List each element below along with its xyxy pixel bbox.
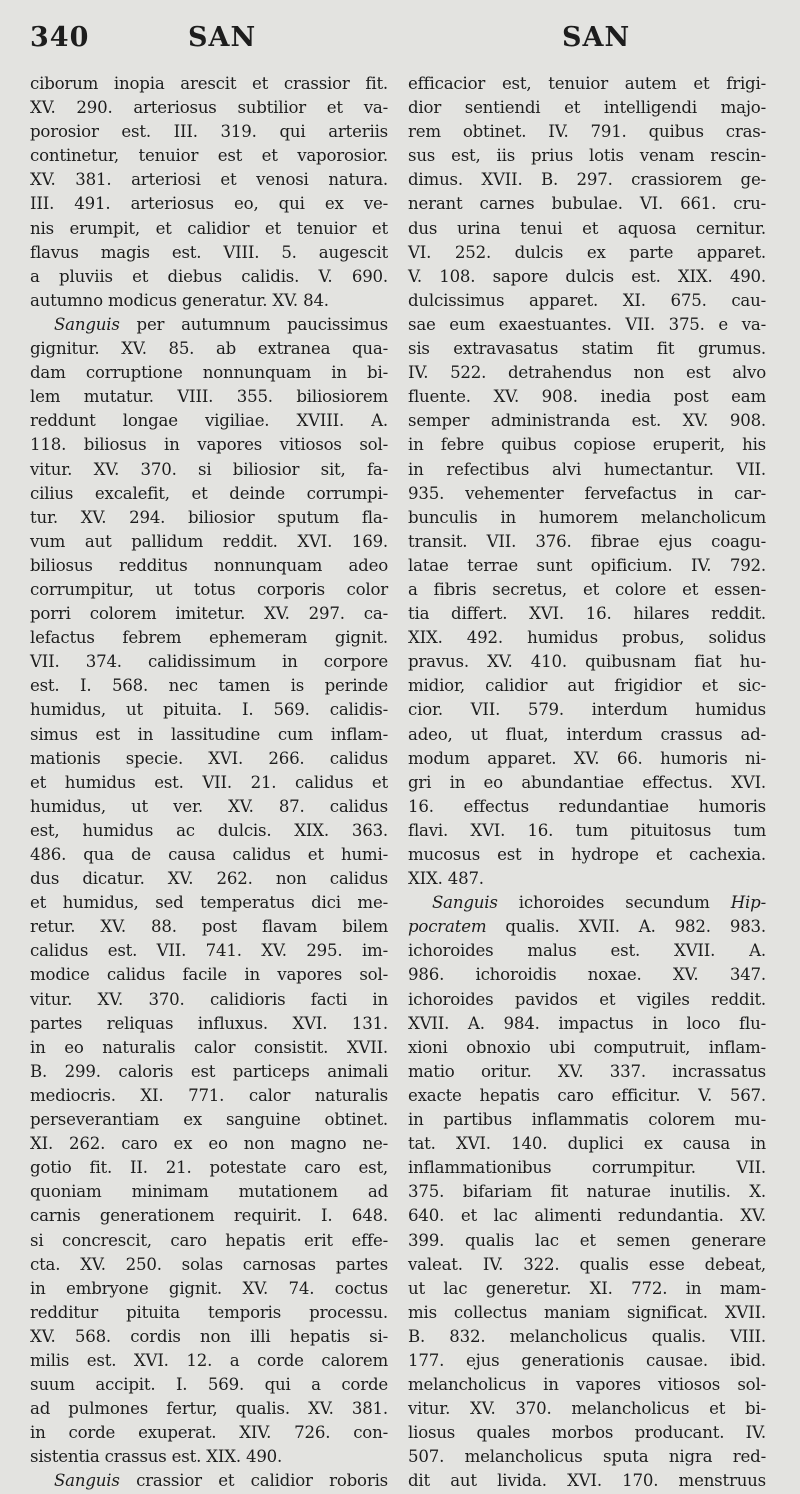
text-line: 375. bifariam fit naturae inutilis. X. [408,1182,766,1202]
italic-text: Hip- [730,893,766,913]
text-line: calidus est. VII. 741. XV. 295. im- [30,941,388,961]
text-line: vitur. XV. 370. melancholicus et bi- [408,1399,766,1419]
text-line: cior. VII. 579. interdum humidus [408,700,766,720]
text-line: redditur pituita temporis processu. [30,1302,388,1322]
text-line: autumno modicus generatur. XV. 84. [30,290,329,310]
right-running-head: SAN [562,22,631,53]
text-line: midior, calidior aut frigidior et sic- [408,676,766,696]
text-line: perseverantiam ex sanguine obtinet. [30,1110,388,1130]
left-column [30,72,388,1494]
text-line: 935. vehementer fervefactus in car- [408,483,766,503]
text-line: V. 108. sapore dulcis est. XIX. 490. [408,266,766,286]
text-line: vitur. XV. 370. calidioris facti in [30,989,388,1009]
text-line: simus est in lassitudine cum inflam- [30,724,388,744]
text-line: pravus. XV. 410. quibusnam fiat hu- [408,652,766,672]
text-line: 486. qua de causa calidus et humi- [30,845,388,864]
text-line: XV. 381. arteriosi et venosi natura. [30,170,388,190]
text-line: corrumpitur, ut totus corporis color [30,579,388,599]
text-line: B. 832. melancholicus qualis. VIII. [408,1326,766,1346]
text-line: nis erumpit, et calidior et tenuior et [30,218,388,238]
text-line: et humidus est. VII. 21. calidus et [30,772,388,792]
text-line: partes reliquas influxus. XVI. 131. [30,1013,388,1033]
text-line: liosus quales morbos producant. IV. [408,1423,766,1443]
text-line: retur. XV. 88. post flavam bilem [30,917,388,937]
text-line: exacte hepatis caro efficitur. V. 567. [408,1085,766,1105]
text-line: in eo naturalis calor consistit. XVII. [30,1037,388,1057]
text-line: 507. melancholicus sputa nigra red- [408,1447,766,1467]
text-line: cta. XV. 250. solas carnosas partes [30,1254,388,1274]
text-line: tia differt. XVI. 16. hilares reddit. [408,604,766,624]
text-line: IV. 522. detrahendus non est alvo [408,363,766,383]
text-line: sae eum exaestuantes. VII. 375. e va- [408,314,766,334]
text-line: sis extravasatus statim fit grumus. [408,339,766,359]
text-line: gri in eo abundantiae effectus. XVI. [408,772,766,792]
text-line: semper administranda est. XV. 908. [408,411,766,431]
entry-text: ichoroides secundum [518,893,731,913]
text-line: XIX. 487. [408,869,484,889]
text-line: gignitur. XV. 85. ab extranea qua- [30,339,388,359]
text-line: a fibris secretus, et colore et essen- [408,579,766,599]
text-line: gotio fit. II. 21. potestate caro est, [30,1158,388,1178]
text-line: lem mutatur. VIII. 355. biliosiorem [30,387,388,407]
text-line: in embryone gignit. XV. 74. coctus [30,1278,388,1298]
text-line: latae terrae sunt opificium. IV. 792. [408,555,766,575]
text-line: in partibus inflammatis colorem mu- [408,1110,766,1130]
text-line: mationis specie. XVI. 266. calidus [30,748,388,768]
text-line: 399. qualis lac et semen generare [408,1230,766,1250]
page-number: 340 [30,22,90,53]
text-line: in corde exuperat. XIV. 726. con- [30,1423,388,1443]
entry-text: qualis. XVII. A. 982. 983. [486,917,766,937]
text-line: dit aut livida. XVI. 170. menstruus [408,1471,766,1491]
text-line: ichoroides pavidos et vigiles reddit. [408,989,766,1009]
text-line: nerant carnes bubulae. VI. 661. cru- [408,194,766,214]
text-line: est. I. 568. nec tamen is perinde [30,676,388,696]
text-line: ut lac generetur. XI. 772. in mam- [408,1278,766,1298]
text-line: porri colorem imitetur. XV. 297. ca- [30,604,388,624]
text-line: dam corruptione nonnunquam in bi- [30,363,388,383]
text-line: valeat. IV. 322. qualis esse debeat, [408,1254,766,1274]
text-line: in febre quibus copiose eruperit, his [408,435,766,455]
text-line: mucosus est in hydrope et cachexia. [408,845,766,864]
text-line: XV. 290. arteriosus subtilior et va- [30,98,388,118]
text-line: lefactus febrem ephemeram gignit. [30,628,388,648]
text-line: XIX. 492. humidus probus, solidus [408,628,766,648]
entry-text: per autumnum paucissimus [136,314,388,334]
text-line: est, humidus ac dulcis. XIX. 363. [30,820,388,840]
text-line: dior sentiendi et intelligendi majo- [408,98,766,118]
text-line: vum aut pallidum reddit. XVI. 169. [30,531,388,551]
text-line: adeo, ut fluat, interdum crassus ad- [408,724,766,744]
text-line: VII. 374. calidissimum in corpore [30,652,388,672]
text-line: ichoroides malus est. XVII. A. [408,941,766,961]
text-line: humidus, ut ver. XV. 87. calidus [30,796,388,816]
text-line: 177. ejus generationis causae. ibid. [408,1350,766,1370]
text-line: dulcissimus apparet. XI. 675. cau- [408,290,766,310]
text-line: si concrescit, caro hepatis erit effe- [30,1230,388,1250]
text-line: sus est, iis prius lotis venam rescin- [408,146,766,166]
text-line: dimus. XVII. B. 297. crassiorem ge- [408,170,766,190]
text-line: melancholicus in vapores vitiosos sol- [408,1375,766,1395]
text-line: flavus magis est. VIII. 5. augescit [30,242,388,262]
text-line: 118. biliosus in vapores vitiosos sol- [30,435,388,455]
text-line: sistentia crassus est. XIX. 490. [30,1447,283,1467]
text-line: quoniam minimam mutationem ad [30,1182,388,1202]
text-line: 16. effectus redundantiae humoris [408,796,766,816]
text-line: milis est. XVI. 12. a corde calorem [30,1350,388,1370]
entry-headword: Sanguis [54,314,120,334]
text-line: flavi. XVI. 16. tum pituitosus tum [408,820,766,840]
text-line: mediocris. XI. 771. calor naturalis [30,1085,388,1105]
text-line: in refectibus alvi humectantur. VII. [408,459,766,479]
text-line: vitur. XV. 370. si biliosior sit, fa- [30,459,388,479]
text-line: continetur, tenuior est et vaporosior. [30,146,388,166]
right-column [408,72,766,1494]
text-line: xioni obnoxio ubi computruit, inflam- [408,1037,766,1057]
text-line: cilius excalefit, et deinde corrumpi- [30,483,388,503]
text-line: modice calidus facile in vapores sol- [30,965,388,985]
text-line: porosior est. III. 319. qui arteriis [30,122,388,142]
left-running-head: SAN [188,22,257,53]
text-line: ad pulmones fertur, qualis. XV. 381. [30,1399,388,1419]
text-line: tur. XV. 294. biliosior sputum fla- [30,507,388,527]
text-line: reddunt longae vigiliae. XVIII. A. [30,411,388,431]
text-line: biliosus redditus nonnunquam adeo [30,555,388,575]
text-line: XI. 262. caro ex eo non magno ne- [30,1134,388,1154]
text-line: et humidus, sed temperatus dici me- [30,893,388,913]
text-line: mis collectus maniam significat. XVII. [408,1302,766,1322]
text-line: dus dicatur. XV. 262. non calidus [30,869,388,889]
text-line: XVII. A. 984. impactus in loco flu- [408,1013,766,1033]
text-line: fluente. XV. 908. inedia post eam [408,387,766,407]
text-line: suum accipit. I. 569. qui a corde [30,1375,388,1395]
text-line: 986. ichoroidis noxae. XV. 347. [408,965,766,985]
text-line: inflammationibus corrumpitur. VII. [408,1158,766,1178]
text-line [30,1469,388,1493]
text-line [30,313,388,337]
text-line: B. 299. caloris est particeps animali [30,1061,388,1081]
italic-text: pocratem [408,917,487,937]
text-line: bunculis in humorem melancholicum [408,507,766,527]
text-line: matio oritur. XV. 337. incrassatus [408,1061,766,1081]
text-line: tat. XVI. 140. duplici ex causa in [408,1134,766,1154]
entry-headword: Sanguis [432,893,498,913]
text-line: carnis generationem requirit. I. 648. [30,1206,388,1226]
text-line: XV. 568. cordis non illi hepatis si- [30,1326,388,1346]
text-line: a pluviis et diebus calidis. V. 690. [30,266,388,286]
text-line: rem obtinet. IV. 791. quibus cras- [408,122,766,142]
text-line: humidus, ut pituita. I. 569. calidis- [30,700,388,720]
text-line: transit. VII. 376. fibrae ejus coagu- [408,531,766,551]
text-line [408,915,766,939]
text-line: dus urina tenui et aquosa cernitur. [408,218,766,238]
text-line [408,891,766,915]
text-line: modum apparet. XV. 66. humoris ni- [408,748,766,768]
entry-text: crassior et calidior roboris [136,1471,388,1491]
text-line: 640. et lac alimenti redundantia. XV. [408,1206,766,1226]
entry-headword: Sanguis [54,1471,120,1491]
text-line: ciborum inopia arescit et crassior fit. [30,74,388,93]
text-line: III. 491. arteriosus eo, qui ex ve- [30,194,388,214]
text-line: VI. 252. dulcis ex parte apparet. [408,242,766,262]
text-line: efficacior est, tenuior autem et frigi- [408,74,766,93]
